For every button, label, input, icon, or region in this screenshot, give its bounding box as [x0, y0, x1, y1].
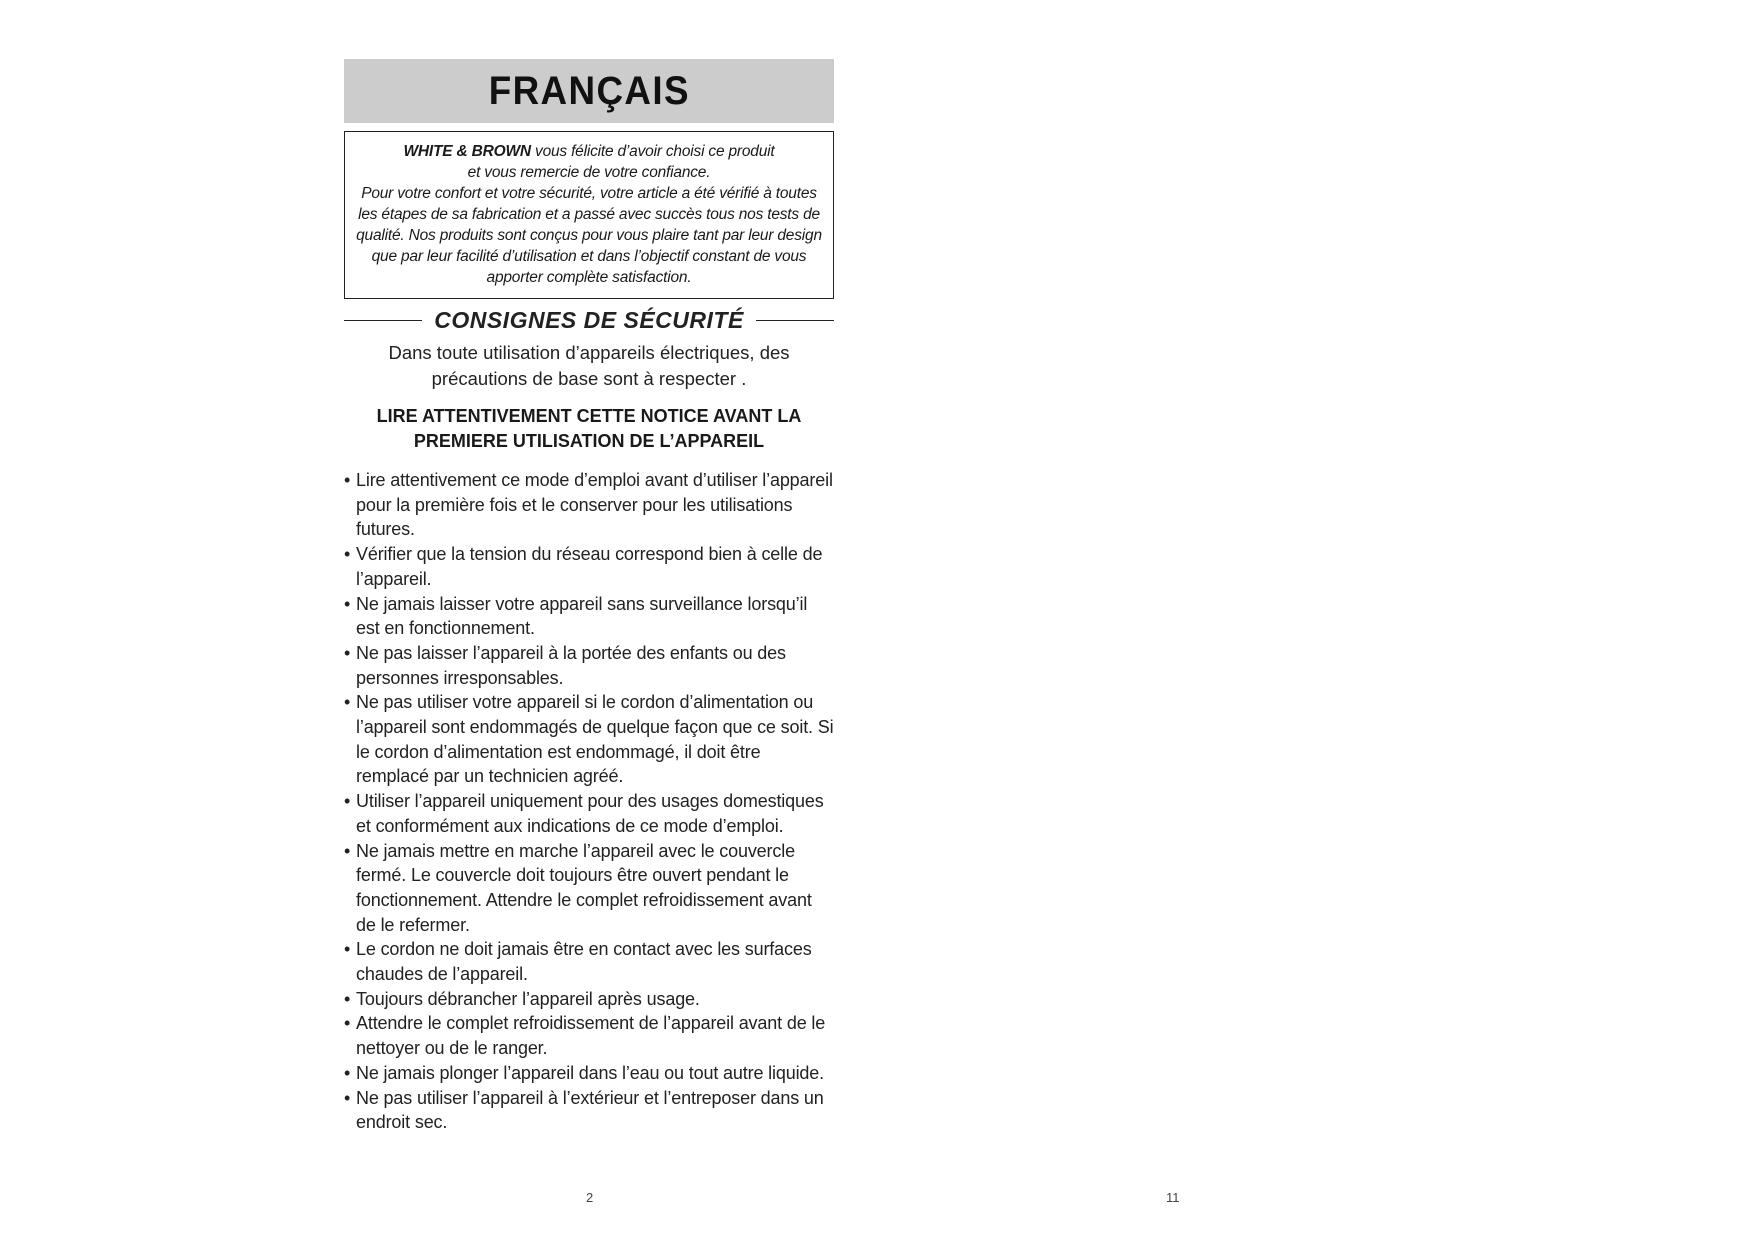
list-item	[344, 839, 834, 938]
language-title-bar	[344, 59, 834, 123]
bullet-icon: •	[344, 470, 351, 490]
heading-rule-right	[756, 320, 834, 321]
bullet-icon: •	[344, 642, 351, 663]
list-item	[344, 1011, 834, 1060]
bullet-icon: •	[344, 840, 351, 861]
rule-text: Lire attentivement ce mode d’emploi avant d’utiliser l’appareil pour la première fois et le conserver pour les utilisations futures.	[356, 470, 833, 540]
heading-rule-left	[344, 320, 422, 321]
list-item	[344, 468, 834, 542]
list-item	[344, 937, 834, 986]
list-item	[344, 789, 834, 838]
rule-text: Vérifier que la tension du réseau correspond bien à celle de l’appareil.	[356, 544, 823, 589]
list-item	[344, 987, 834, 1012]
rule-text: Utiliser l’appareil uniquement pour des usages domestiques et conformément aux indications de ce mode d’emploi.	[356, 791, 824, 836]
rule-text: Ne jamais laisser votre appareil sans surveillance lorsqu’il est en fonctionnement.	[356, 593, 808, 639]
list-item	[344, 690, 834, 789]
safety-heading: CONSIGNES DE SÉCURITÉ	[434, 307, 744, 333]
bullet-icon: •	[344, 988, 351, 1009]
rule-text: Ne pas laisser l’appareil à la portée des enfants ou des personnes irresponsables.	[356, 642, 786, 688]
safety-preamble: Dans toute utilisation d’appareils électriques, des précautions de base sont à respecter .	[388, 342, 790, 389]
bullet-icon: •	[344, 791, 351, 812]
list-item	[344, 592, 834, 641]
bullet-icon: •	[344, 1062, 351, 1083]
intro-paragraph: Pour votre confort et votre sécurité, votre article a été vérifié à toutes les étapes de sa fabrication et a passé avec succès tous nos tests de qualité. Nos produits sont conçus pour vous plaire tant par leur design que par leur facilité d’utilisation et dans l’objectif constant de vous apporter complète satisfaction.	[356, 185, 822, 286]
page-number-right: 11	[1166, 1190, 1180, 1205]
rule-text: Toujours débrancher l’appareil après usage.	[356, 988, 700, 1009]
page-title: FRANÇAIS	[488, 68, 690, 113]
bullet-icon: •	[344, 939, 351, 960]
bullet-icon: •	[344, 692, 351, 713]
rule-text: Ne pas utiliser l’appareil à l’extérieur et l’entreposer dans un endroit sec.	[356, 1087, 824, 1133]
bullet-icon: •	[344, 1013, 351, 1034]
intro-first-line	[351, 141, 827, 162]
rule-text: Ne jamais mettre en marche l’appareil avec le couvercle fermé. Le couvercle doit toujours être ouvert pendant le fonctionnement. Attendre le complet refroidissement avant de le refermer.	[356, 840, 812, 935]
intro-line1-text: vous félicite d’avoir choisi ce produit	[530, 143, 775, 160]
list-item	[344, 1086, 834, 1135]
list-item	[344, 641, 834, 690]
safety-rules-list	[344, 468, 834, 1135]
intro-second-line: et vous remercie de votre confiance.	[467, 164, 711, 181]
rule-text: Ne pas utiliser votre appareil si le cordon d’alimentation ou l’appareil sont endommagés de quelque façon que ce soit. Si le cordon d’alimentation est endommagé, il doit être remplacé par un technicien agréé.	[356, 692, 834, 787]
list-item	[344, 1061, 834, 1086]
bullet-icon: •	[344, 1087, 351, 1108]
rule-text: Le cordon ne doit jamais être en contact avec les surfaces chaudes de l’appareil.	[356, 939, 812, 985]
intro-box	[344, 131, 834, 299]
bullet-icon: •	[344, 544, 351, 565]
brand-name: WHITE & BROWN	[403, 143, 531, 160]
bullet-icon: •	[344, 593, 351, 614]
safety-heading-row	[344, 307, 834, 334]
manual-page-column	[344, 59, 834, 1135]
rule-text: Ne jamais plonger l’appareil dans l’eau ou tout autre liquide.	[356, 1062, 824, 1083]
page-number-left: 2	[586, 1190, 594, 1205]
read-notice-warning: LIRE ATTENTIVEMENT CETTE NOTICE AVANT LA PREMIERE UTILISATION DE L’APPAREIL	[376, 406, 802, 451]
rule-text: Attendre le complet refroidissement de l’appareil avant de le nettoyer ou de le ranger.	[356, 1013, 826, 1059]
list-item	[344, 542, 834, 591]
